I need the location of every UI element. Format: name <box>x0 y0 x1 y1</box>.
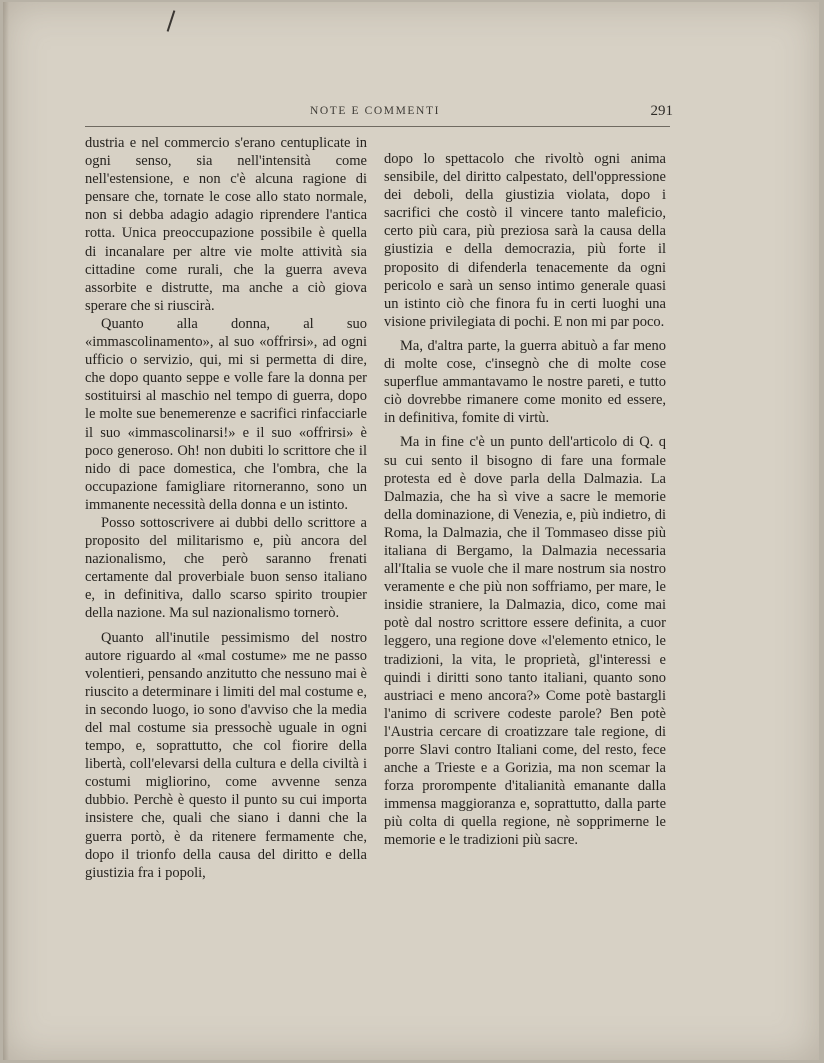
page-edge-shadow <box>3 2 9 1060</box>
right-paragraph-1: dopo lo spettacolo che rivoltò ogni anima sensibile, del diritto calpestato, dell'oppressione dei deboli, della giustizia violata, dopo i sacrifici che costò il vincere tanto maleficio, certo più cara, più preziosa sarà la causa della giustizia e della democrazia, più forte il proposito di difenderla tenacemente da ogni pericolo e sarà un senso intimo generale quasi un istinto ciò che finora fu in certi luoghi una visione privilegiata di pochi. E non mi par poco. <box>384 151 666 330</box>
book-page <box>3 2 819 1060</box>
right-paragraph-2: Ma, d'altra parte, la guerra abituò a far meno di molte cose, c'insegnò che di molte cose superflue ammantavamo le nostre pareti, e tutto ciò dovrebbe rimanere come monito ed essere, in definitiva, fomite di virtù. <box>384 337 666 427</box>
left-paragraph-3: Posso sottoscrivere ai dubbi dello scrittore a proposito del militarismo e, più ancora del nazionalismo, che però saranno frenati certamente dal proverbiale buon senso italiano e, in definitiva, dallo scarso spirito troupier della nazione. Ma sul nazionalismo tornerò. <box>85 514 367 622</box>
pencil-mark <box>167 10 176 32</box>
right-paragraph-3: Ma in fine c'è un punto dell'articolo di Q. q su cui sento il bisogno di fare una formale protesta ed è dove parla della Dalmazia. La Dalmazia, che ha sì vive a sacre le memorie della dominazione, di Venezia, e, più indietro, di Roma, la Dalmazia, che il Tommaseo disse più italiana di Bergamo, la Dalmazia necessaria all'Italia se vuole che il mare nostrum sia nostro veramente e che più non soffriamo, per mare, le insidie straniere, la Dalmazia, dico, come mai potè dal nostro scrittore essere definita, a cuor leggero, una regione dove «l'elemento etnico, le tradizioni, la vita, le proprietà, gl'interessi e quindi i diritti sono tanto italiani, quanto sono austriaci e meno ancora?» Come potè bastargli l'animo di scrivere codeste parole? Ben potè l'Austria cercare di croatizzare tale regione, di porre Slavi contro Italiani come, del resto, fece anche a Trieste e a Gorizia, ma non scemar la forza prorompente d'italianità emanante dalla immensa maggioranza e, soprattutto, dalla parte più colta di quella regione, nè sopprimerne le memorie e le tradizioni più sacre. <box>384 434 666 849</box>
running-head <box>85 103 673 125</box>
page-number: 291 <box>650 103 673 119</box>
left-paragraph-1: dustria e nel commercio s'erano centuplicate in ogni senso, sia nell'intensità come nell'estensione, e non c'è alcuna ragione di pensare che, tornate le cose allo stato normale, non si debba adagio adagio riprendere l'antica rotta. Unica preoccupazione possibile è quella di incanalare per altre vie molte attività sia cittadine come rurali, che la guerra aveva assorbite e distrutte, ma anche a ciò giova sperare che si riuscirà. <box>85 135 367 314</box>
header-rule <box>85 126 670 127</box>
running-head-title: NOTE E COMMENTI <box>309 105 441 117</box>
right-column <box>384 150 666 850</box>
left-paragraph-2: Quanto alla donna, al suo «immascolinamento», al suo «offrirsi», ad ogni ufficio o servizio, qui, mi si permetta di dire, che dopo quanto seppe e volle fare la donna per sostituirsi al maschio nel tempo di guerra, dopo le molte sue benemerenze e sacrifici rinfacciarle il suo «immascolinarsi!» e il suo «offrirsi» è poco generoso. Oh! non dubiti lo scrittore che il nido di pace domestica, che l'ombra, che la occupazione famigliare ritorneranno, sono un immanente necessità della donna e un istinto. <box>85 315 367 513</box>
left-column <box>85 134 367 882</box>
left-paragraph-4: Quanto all'inutile pessimismo del nostro autore riguardo al «mal costume» me ne passo volentieri, pensando anzitutto che nessuno mai è riuscito a determinare i limiti del mal costume e, in secondo luogo, io sono d'avviso che la media del mal costume sia pressochè uguale in ogni tempo, e, soprattutto, che col fiorire della libertà, coll'elevarsi della cultura e della civiltà i costumi migliorino, come avvenne senza dubbio. Perchè è questo il punto su cui importa insistere che, quali che siano i danni che la guerra portò, è da ritenere fermamente che, dopo il trionfo della causa del diritto e della giustizia fra i popoli, <box>85 629 367 881</box>
